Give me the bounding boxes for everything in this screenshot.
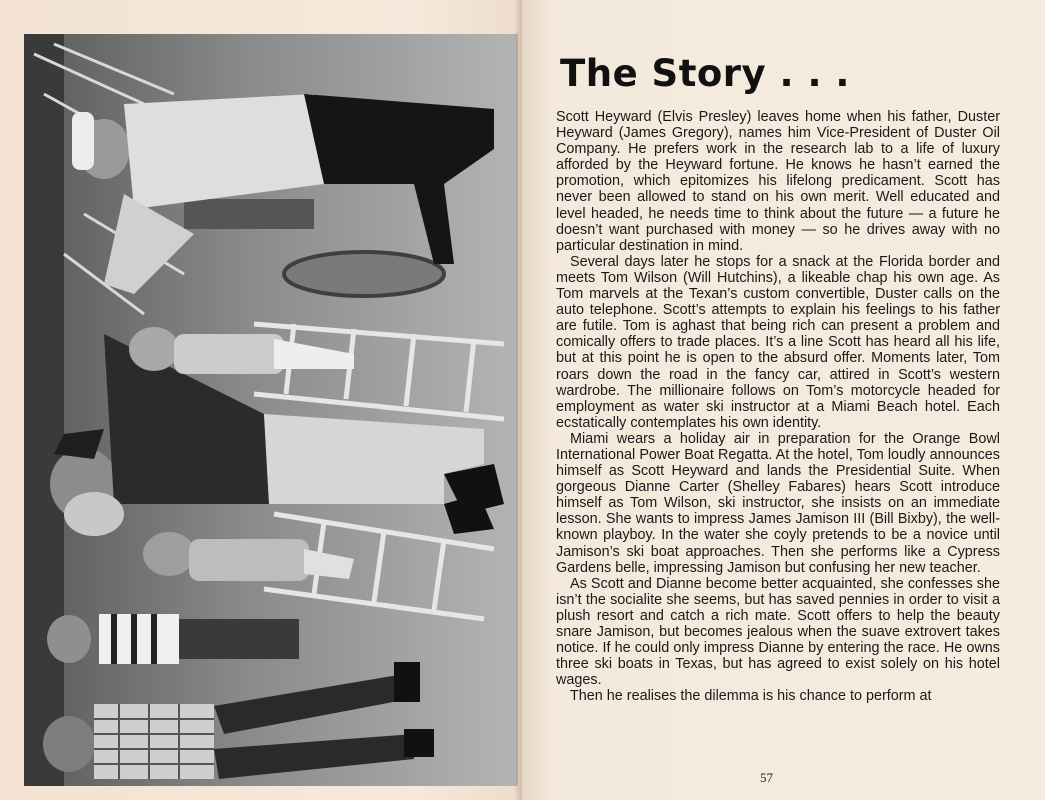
story-paragraph: As Scott and Dianne become better acquainted, she confesses she isn’t the socialite she seems, but has saved pennies in order to visit a plush resort and catch a rich mate. Scott offers to help the beauty snare Jamison, but becomes jealous when the suave extrovert takes notice. If he could only impress Dianne by entering the race. He owns three ski boats in Texas, but has agreed to exist solely on his hotel wages. (556, 575, 1000, 689)
page-number: 57 (760, 770, 773, 785)
story-paragraph: Several days later he stops for a snack at the Florida border and meets Tom Wilson (Will Hutchins), a likeable chap his own age. As Tom marvels at the Texan’s custom convertible, Duster calls on the auto telephone. Scott’s attempts to explain his feelings to his father are futile. Tom is aghast that being rich can present a problem and comically offers to trade places. It’s a line Scott has heard all his life, but at this point he is open to the absurd offer. Moments later, Tom roars down the road in the fancy car, attired in Scott’s western wardrobe. The millionaire follows on Tom’s motorcycle headed for employment as water ski instructor at a Miami Beach hotel. Each ecstatically contemplates his own identity. (556, 253, 1000, 431)
story-paragraph: Then he realises the dilemma is his chance to perform at (570, 688, 932, 705)
left-page (0, 0, 522, 800)
story-photo (24, 34, 518, 786)
story-paragraph: Miami wears a holiday air in preparation for the Orange Bowl International Power Boat Regatta. At the hotel, Tom loudly announces himself as Scott Heyward and lands the Presidential Suite. When gorgeous Dianne Carter (Shelley Fabares) hears Scott introduce himself as Tom Wilson, ski instructor, she insists on an immediate lesson. She wants to impress James Jamison III (Bill Bixby), the well-known playboy. In the water she coyly pretends to be a novice until Jamison’s ski boat approaches. Then she performs like a Cypress Gardens belle, impressing Jamison but confusing her new teacher. (556, 430, 1000, 576)
story-paragraph: Scott Heyward (Elvis Presley) leaves home when his father, Duster Heyward (James Gregory), names him Vice-President of Duster Oil Company. He prefers work in the research lab to a life of luxury afforded by the Heyward fortune. He knows he hasn’t earned the promotion, which epitomizes his lifelong predicament. Scott has never been allowed to stand on his own merit. Well educated and level headed, he needs time to think about the future — a future he doesn’t want purchased with money — so he drives away with no particular destination in mind. (556, 109, 1000, 254)
story-text (556, 109, 1000, 704)
story-title: The Story . . . (560, 52, 850, 95)
